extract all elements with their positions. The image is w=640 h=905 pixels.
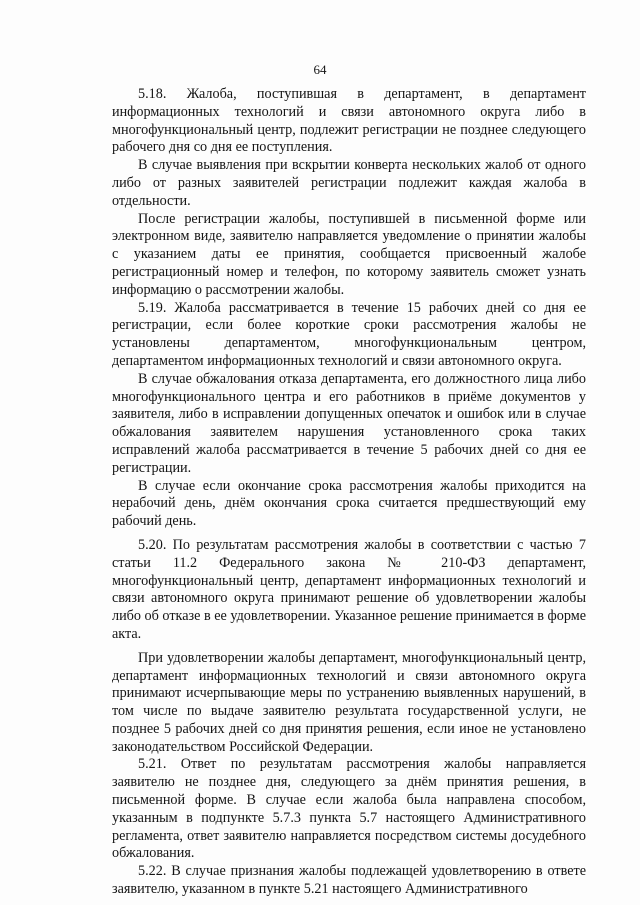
document-body (112, 86, 586, 899)
paragraph-5-18: 5.18. Жалоба, поступившая в департамент, в департамент информационных технологий и связи автономного округа либо в многофункциональный центр, подлежит регистрации не позднее следующего рабочего дня со дня ее поступления. (112, 86, 586, 156)
paragraph-5-20: 5.20. По результатам рассмотрения жалобы в соответствии с частью 7 статьи 11.2 Федерального закона № 210-ФЗ департамент, многофункциональный центр, департамент информационных технологий и связи автономного округа принимают решение об удовлетворении жалобы либо об отказе в ее удовлетворении. Указанное решение принимается в форме акта. (112, 536, 586, 642)
paragraph-5-19: 5.19. Жалоба рассматривается в течение 15 рабочих дней со дня ее регистрации, если более короткие сроки рассмотрения жалобы не установлены департаментом, многофункциональным центром, департаментом информационных технологий и связи автономного округа. (112, 299, 586, 369)
paragraph-registration-notice: После регистрации жалобы, поступившей в письменной форме или электронном виде, заявителю направляется уведомление о принятии жалобы с указанием даты ее принятия, сообщается присвоенный жалобе регистрационный номер и телефон, по которому заявитель сможет узнать информацию о рассмотрении жалобы. (112, 210, 586, 298)
page-number: 64 (313, 62, 327, 77)
paragraph-5-21: 5.21. Ответ по результатам рассмотрения жалобы направляется заявителю не позднее дня, следующего за днём принятия решения, в письменной форме. В случае если жалоба была направлена способом, указанным в подпункте 5.7.3 пункта 5.7 настоящего Административного регламента, ответ заявителю направляется посредством системы досудебного обжалования. (112, 756, 586, 862)
paragraph-multiple-complaints: В случае выявления при вскрытии конверта нескольких жалоб от одного либо от разных заявителей регистрации подлежит каждая жалоба в отдельности. (112, 157, 586, 209)
paragraph-5-22: 5.22. В случае признания жалобы подлежащей удовлетворению в ответе заявителю, указанном в пункте 5.21 настоящего Административного (112, 863, 586, 898)
paragraph-refusal-appeal: В случае обжалования отказа департамента, его должностного лица либо многофункционального центра и его работников в приёме документов у заявителя, либо в исправлении допущенных опечаток и ошибок или в случае обжалования заявителем нарушения установленного срока таких исправлений жалоба рассматривается в течение 5 рабочих дней со дня ее регистрации. (112, 370, 586, 476)
paragraph-nonworking-day: В случае если окончание срока рассмотрения жалобы приходится на нерабочий день, днём окончания срока считается предшествующий ему рабочий день. (112, 477, 586, 530)
paragraph-satisfaction-measures: При удовлетворении жалобы департамент, многофункциональный центр, департамент информационных технологий и связи автономного округа принимают исчерпывающие меры по устранению выявленных нарушений, в том числе по выдаче заявителю результата государственной услуги, не позднее 5 рабочих дней со дня принятия решения, если иное не установлено законодательством Российской Федерации. (112, 649, 586, 755)
